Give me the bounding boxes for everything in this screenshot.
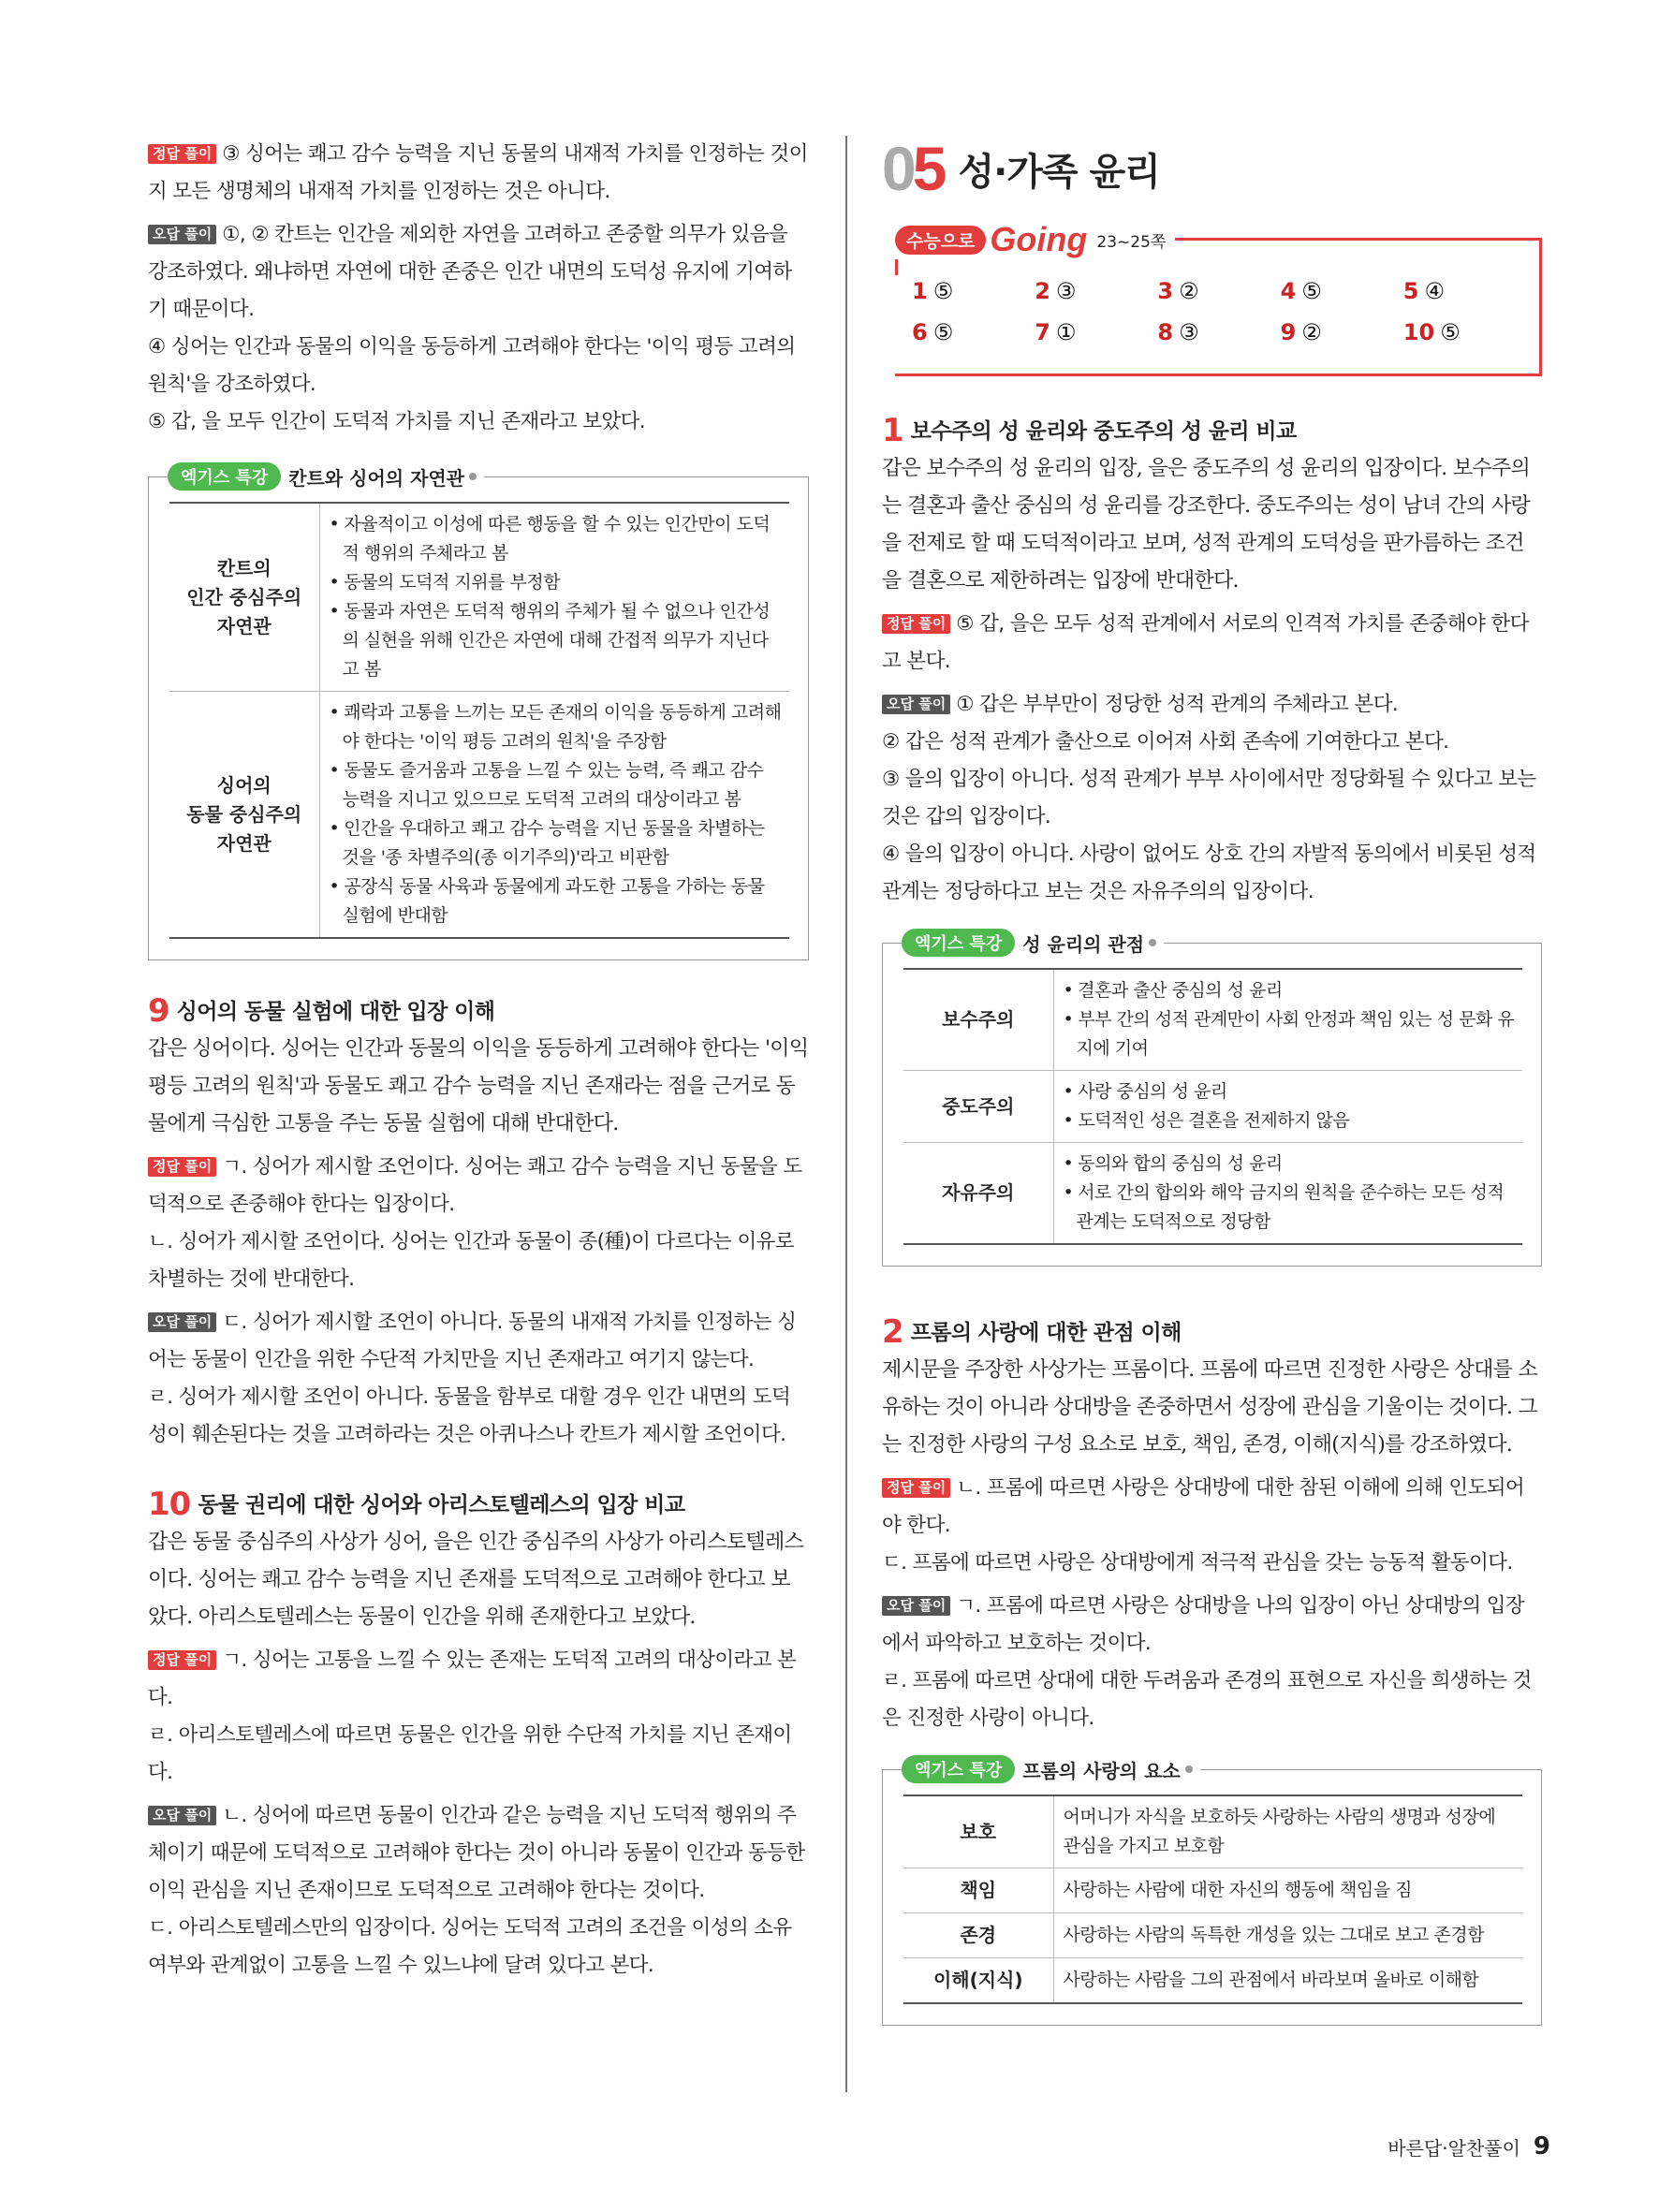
answer-cell: 2 ③ xyxy=(1035,278,1077,304)
row-header: 자유주의 xyxy=(903,1143,1053,1245)
xbox-table xyxy=(169,502,789,939)
question-title: 프롬의 사랑에 대한 관점 이해 xyxy=(910,1321,1182,1345)
answer-cell: 3 ② xyxy=(1157,278,1199,304)
table-row xyxy=(903,1143,1522,1245)
row-header: 칸트의 인간 중심주의 자연관 xyxy=(169,503,319,692)
q9-correct-2: ㄴ. 싱어가 제시할 조언이다. 싱어는 인간과 동물이 종(種)이 다르다는 이유로 차별하는 것에 반대한다. xyxy=(148,1230,794,1291)
question-title: 동물 권리에 대한 싱어와 아리스토텔레스의 입장 비교 xyxy=(198,1493,685,1517)
answer-cell: 5 ④ xyxy=(1402,278,1446,304)
q2-wrong: 오답 풀이 ㄱ. 프롬에 따르면 사랑은 상대방을 나의 입장이 아닌 상대방의 입장에서 파악하고 보호하는 것이다. xyxy=(882,1594,1525,1655)
going-word: Going xyxy=(990,220,1088,258)
question-2-body: 제시문을 주장한 사상가는 프롬이다. 프롬에 따르면 진정한 사랑은 상대를 소유하는 것이 아니라 상대방을 존중하면서 성장에 관심을 기울이는 것이다. 그는 진정한 사랑의 구성 요소로 보호, 책임, 존경, 이해(지식)를 강조하였다. xyxy=(882,1358,1538,1457)
xbox-fromm-love xyxy=(882,1759,1542,2026)
xbox-title: 프롬의 사랑의 요소 xyxy=(1022,1759,1181,1782)
correct-badge: 정답 풀이 xyxy=(148,1650,216,1670)
q1-correct: 정답 풀이 ⑤ 갑, 을은 모두 성적 관계에서 서로의 인격적 가치를 존중해야 한다고 본다. xyxy=(882,612,1529,673)
wrong-badge: 오답 풀이 xyxy=(148,1806,216,1825)
xbox-pill: 엑기스 특강 xyxy=(168,462,281,491)
list-item: • 서로 간의 합의와 해악 금지의 원칙을 준수하는 모든 성적 관계는 도덕적으로 정당함 xyxy=(1064,1179,1518,1237)
top-correct-answer: 정답 풀이 ③ 싱어는 쾌고 감수 능력을 지닌 동물의 내재적 가치를 인정하는 것이지 모든 생명체의 내재적 가치를 인정하는 것은 아니다. xyxy=(148,142,808,203)
q9-wrong: 오답 풀이 ㄷ. 싱어가 제시할 조언이 아니다. 동물의 내재적 가치를 인정하는 싱어는 동물이 인간을 위한 수단적 가치만을 지닌 존재라고 여기지 않는다. xyxy=(148,1311,797,1371)
row-content xyxy=(319,503,789,692)
going-header xyxy=(895,220,1175,259)
correct-badge: 정답 풀이 xyxy=(882,614,950,634)
answer-cell: 6 ⑤ xyxy=(912,319,954,345)
answer-cell: 4 ⑤ xyxy=(1280,278,1322,304)
dot-icon xyxy=(469,473,477,480)
question-9-heading xyxy=(148,992,809,1031)
dot-icon xyxy=(1149,939,1156,946)
q10-wrong: 오답 풀이 ㄴ. 싱어에 따르면 동물이 인간과 같은 능력을 지닌 도덕적 행위의 주체이기 때문에 도덕적으로 고려해야 한다는 것이 아니라 동물이 인간과 동등한 이익 관심을 지닌 존재이므로 도덕적으로 고려해야 한다는 것이다. xyxy=(148,1804,805,1902)
answer-cell: 1 ⑤ xyxy=(912,278,954,304)
row-content xyxy=(1053,969,1522,1071)
row-content: 사랑하는 사람에 대한 자신의 행동에 책임을 짐 xyxy=(1053,1868,1522,1913)
xbox-title: 칸트와 싱어의 자연관 xyxy=(288,466,465,490)
q1-wrong: 오답 풀이 ① 갑은 부부만이 정당한 성적 관계의 주체라고 본다. xyxy=(882,686,1542,724)
answer-cell: 8 ③ xyxy=(1157,319,1199,345)
correct-badge: 정답 풀이 xyxy=(148,1157,216,1177)
footer-label: 바른답·알찬풀이 xyxy=(1387,2136,1520,2160)
row-header: 보호 xyxy=(903,1795,1053,1868)
q10-wrong-2: ㄷ. 아리스토텔레스만의 입장이다. 싱어는 도덕적 고려의 조건을 이성의 소유 여부와 관계없이 고통을 느낄 수 있느냐에 달려 있다고 본다. xyxy=(148,1916,792,1977)
question-2-heading xyxy=(882,1313,1542,1352)
xbox-table xyxy=(903,968,1522,1245)
q1-wrong-3: ③ 을의 입장이 아니다. 성적 관계가 부부 사이에서만 정당화될 수 있다고 보는 것은 갑의 입장이다. xyxy=(882,768,1536,828)
row-header: 존경 xyxy=(903,1913,1053,1958)
table-row xyxy=(903,1795,1522,1868)
section-title xyxy=(882,131,1542,206)
list-item: • 동물도 즐거움과 고통을 느낄 수 있는 능력, 즉 쾌고 감수 능력을 지니고 있으므로 도덕적 고려의 대상이라고 봄 xyxy=(330,756,785,814)
table-row xyxy=(903,969,1522,1071)
row-content xyxy=(1053,1071,1522,1143)
correct-badge: 정답 풀이 xyxy=(882,1478,950,1498)
row-header: 싱어의 동물 중심주의 자연관 xyxy=(169,692,319,939)
top-wrong-answer: 오답 풀이 ①, ② 칸트는 인간을 제외한 자연을 고려하고 존중할 의무가 있음을 강조하였다. 왜냐하면 자연에 대한 존중은 인간 내면의 도덕성 유지에 기여하기 때문이다. xyxy=(148,223,792,321)
question-1-heading xyxy=(882,412,1542,450)
question-9-body: 갑은 싱어이다. 싱어는 인간과 동물의 이익을 동등하게 고려해야 한다는 '이익 평등 고려의 원칙'과 동물도 쾌고 감수 능력을 지닌 존재라는 점을 근거로 동물에게 극심한 고통을 주는 동물 실험에 대해 반대한다. xyxy=(148,1037,809,1135)
question-10-heading xyxy=(148,1486,809,1524)
question-title: 싱어의 동물 실험에 대한 입장 이해 xyxy=(176,1000,495,1024)
correct-badge: 정답 풀이 xyxy=(148,144,216,164)
question-number: 1 xyxy=(882,412,903,449)
q2-correct: 정답 풀이 ㄴ. 프롬에 따르면 사랑은 상대방에 대한 참된 이해에 의해 인도되어야 한다. xyxy=(882,1476,1525,1537)
question-number: 9 xyxy=(148,992,169,1030)
q9-correct: 정답 풀이 ㄱ. 싱어가 제시할 조언이다. 싱어는 쾌고 감수 능력을 지닌 동물을 도덕적으로 존중해야 한다는 입장이다. xyxy=(148,1155,802,1216)
xbox-pill: 엑기스 특강 xyxy=(902,1755,1015,1783)
page-footer xyxy=(1387,2132,1550,2161)
list-item: • 쾌락과 고통을 느끼는 모든 존재의 이익을 동등하게 고려해야 한다는 '이익 평등 고려의 원칙'을 주장함 xyxy=(330,698,785,756)
table-row xyxy=(169,692,789,939)
left-column xyxy=(148,136,809,1985)
row-content xyxy=(319,692,789,939)
wrong-badge: 오답 풀이 xyxy=(882,1596,950,1616)
dot-icon xyxy=(1185,1765,1193,1773)
list-item: • 동물의 도덕적 지위를 부정함 xyxy=(330,568,785,597)
list-item: • 사랑 중심의 성 윤리 xyxy=(1064,1077,1518,1106)
list-item: • 인간을 우대하고 쾌고 감수 능력을 지닌 동물을 차별하는 것을 '종 차별주의(종 이기주의)'라고 비판함 xyxy=(330,814,785,872)
page-number: 9 xyxy=(1533,2132,1550,2161)
list-item: • 도덕적인 성은 결혼을 전제하지 않음 xyxy=(1064,1106,1518,1135)
table-row xyxy=(903,1071,1522,1143)
wrong-badge: 오답 풀이 xyxy=(148,225,216,244)
list-item: • 결혼과 출산 중심의 성 윤리 xyxy=(1064,976,1518,1005)
going-answer-box xyxy=(895,220,1542,376)
table-row xyxy=(903,1958,1522,2004)
section-name: 성·가족 윤리 xyxy=(958,150,1160,194)
xbox-pill: 엑기스 특강 xyxy=(902,929,1015,957)
xbox-label xyxy=(902,1755,1200,1783)
top-wrong-line4: ④ 싱어는 인간과 동물의 이익을 동등하게 고려해야 한다는 '이익 평등 고려의 원칙'을 강조하였다. xyxy=(148,335,796,396)
answer-cell: 10 ⑤ xyxy=(1402,319,1461,345)
table-row xyxy=(903,1868,1522,1913)
list-item: • 동물과 자연은 도덕적 행위의 주체가 될 수 없으나 인간성의 실현을 위해 인간은 자연에 대해 간접적 의무가 지닌다고 봄 xyxy=(330,597,785,684)
row-content: 사랑하는 사람을 그의 관점에서 바라보며 올바로 이해함 xyxy=(1053,1958,1522,2004)
xbox-kant-singer xyxy=(148,466,809,960)
wrong-badge: 오답 풀이 xyxy=(148,1312,216,1332)
xbox-table xyxy=(903,1795,1522,2004)
q1-wrong-2: ② 갑은 성적 관계가 출산으로 이어져 사회 존속에 기여한다고 본다. xyxy=(882,730,1449,754)
question-10-body: 갑은 동물 중심주의 사상가 싱어, 을은 인간 중심주의 사상가 아리스토텔레스이다. 싱어는 쾌고 감수 능력을 지닌 존재를 도덕적으로 고려해야 한다고 보았다. 아리스토텔레스는 동물이 인간을 위해 존재한다고 보았다. xyxy=(148,1531,804,1629)
list-item: • 자율적이고 이성에 따른 행동을 할 수 있는 인간만이 도덕적 행위의 주체라고 봄 xyxy=(330,510,785,568)
list-item: • 공장식 동물 사육과 동물에게 과도한 고통을 가하는 동물 실험에 반대함 xyxy=(330,872,785,930)
table-row xyxy=(169,503,789,692)
q2-correct-2: ㄷ. 프롬에 따르면 사랑은 상대방에게 적극적 관심을 갖는 능동적 활동이다. xyxy=(882,1551,1513,1575)
section-number: 05 xyxy=(882,134,944,203)
table-row xyxy=(903,1913,1522,1958)
list-item: • 동의와 합의 중심의 성 윤리 xyxy=(1064,1150,1518,1179)
row-header: 책임 xyxy=(903,1868,1053,1913)
q9-wrong-2: ㄹ. 싱어가 제시할 조언이 아니다. 동물을 함부로 대할 경우 인간 내면의 도덕성이 훼손된다는 것을 고려하라는 것은 아퀴나스나 칸트가 제시할 조언이다. xyxy=(148,1385,791,1446)
top-wrong-line5: ⑤ 갑, 을 모두 인간이 도덕적 가치를 지닌 존재라고 보았다. xyxy=(148,410,645,433)
row-header: 중도주의 xyxy=(903,1071,1053,1143)
q10-correct-2: ㄹ. 아리스토텔레스에 따르면 동물은 인간을 위한 수단적 가치를 지닌 존재이다. xyxy=(148,1723,792,1784)
answer-grid xyxy=(912,276,1526,347)
row-content xyxy=(1053,1143,1522,1245)
q2-wrong-2: ㄹ. 프롬에 따르면 상대에 대한 두려움과 존경의 표현으로 자신을 희생하는 것은 진정한 사랑이 아니다. xyxy=(882,1669,1532,1730)
xbox-title: 성 윤리의 관점 xyxy=(1022,932,1145,956)
xbox-label xyxy=(902,929,1164,957)
q10-correct: 정답 풀이 ㄱ. 싱어는 고통을 느낄 수 있는 존재는 도덕적 고려의 대상이라고 본다. xyxy=(148,1648,797,1709)
row-header: 보수주의 xyxy=(903,969,1053,1071)
row-header: 이해(지식) xyxy=(903,1958,1053,2004)
xbox-label xyxy=(168,462,484,491)
row-content: 사랑하는 사람의 독특한 개성을 있는 그대로 보고 존경함 xyxy=(1053,1913,1522,1958)
going-pages: 23~25쪽 xyxy=(1096,232,1167,252)
wrong-badge: 오답 풀이 xyxy=(882,695,950,714)
question-title: 보수주의 성 윤리와 중도주의 성 윤리 비교 xyxy=(910,419,1297,444)
list-item: • 부부 간의 성적 관계만이 사회 안정과 책임 있는 성 문화 유지에 기여 xyxy=(1064,1005,1518,1063)
q1-wrong-4: ④ 을의 입장이 아니다. 사랑이 없어도 상호 간의 자발적 동의에서 비롯된 성적 관계는 정당하다고 보는 것은 자유주의의 입장이다. xyxy=(882,842,1536,903)
question-1-body: 갑은 보수주의 성 윤리의 입장, 을은 중도주의 성 윤리의 입장이다. 보수주의는 결혼과 출산 중심의 성 윤리를 강조한다. 중도주의는 성이 남녀 간의 사랑을 전제로 할 때 도덕적이라고 보며, 성적 관계의 도덕성을 판가름하는 조건을 결혼으로 제한하려는 입장에 반대한다. xyxy=(882,457,1531,593)
row-content: 어머니가 자식을 보호하듯 사랑하는 사람의 생명과 성장에 관심을 가지고 보호함 xyxy=(1053,1795,1522,1868)
answer-cell: 9 ② xyxy=(1280,319,1322,345)
question-number: 2 xyxy=(882,1313,903,1351)
question-number: 10 xyxy=(148,1486,191,1523)
right-column xyxy=(882,131,1542,2026)
answer-cell: 7 ① xyxy=(1035,319,1077,345)
going-pill: 수능으로 xyxy=(895,226,986,255)
column-divider xyxy=(845,136,847,2092)
xbox-sex-ethics xyxy=(882,932,1542,1267)
